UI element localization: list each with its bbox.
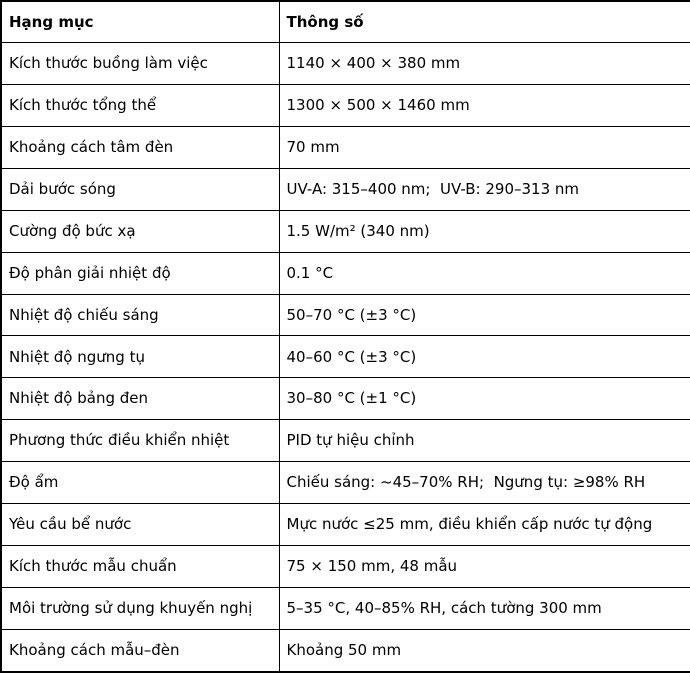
row-label: Kích thước tổng thể: [1, 84, 279, 126]
row-value: 1.5 W/m² (340 nm): [279, 210, 690, 252]
table-row: [1, 336, 690, 378]
table-row: [1, 587, 690, 629]
column-header-category: Hạng mục: [1, 1, 279, 43]
row-value: 30–80 °C (±1 °C): [279, 378, 690, 420]
row-label: Yêu cầu bể nước: [1, 504, 279, 546]
row-label: Nhiệt độ bảng đen: [1, 378, 279, 420]
table-header-row: [1, 1, 690, 43]
table-row: [1, 126, 690, 168]
row-label: Phương thức điều khiển nhiệt: [1, 420, 279, 462]
row-value: 75 × 150 mm, 48 mẫu: [279, 546, 690, 588]
row-value: 1140 × 400 × 380 mm: [279, 43, 690, 85]
row-label: Độ ẩm: [1, 462, 279, 504]
table-row: [1, 504, 690, 546]
row-label: Khoảng cách tâm đèn: [1, 126, 279, 168]
row-label: Độ phân giải nhiệt độ: [1, 252, 279, 294]
row-label: Nhiệt độ ngưng tụ: [1, 336, 279, 378]
table-row: [1, 420, 690, 462]
row-value: 40–60 °C (±3 °C): [279, 336, 690, 378]
row-value: Khoảng 50 mm: [279, 629, 690, 672]
table-row: [1, 168, 690, 210]
row-value: 5–35 °C, 40–85% RH, cách tường 300 mm: [279, 587, 690, 629]
table-row: [1, 294, 690, 336]
table-row: [1, 378, 690, 420]
table-row: [1, 210, 690, 252]
row-label: Khoảng cách mẫu–đèn: [1, 629, 279, 672]
row-label: Kích thước mẫu chuẩn: [1, 546, 279, 588]
table-row: [1, 546, 690, 588]
row-value: 70 mm: [279, 126, 690, 168]
row-value: 50–70 °C (±3 °C): [279, 294, 690, 336]
table-row: [1, 43, 690, 85]
row-label: Dải bước sóng: [1, 168, 279, 210]
table-row: [1, 629, 690, 672]
table-row: [1, 84, 690, 126]
row-value: 0.1 °C: [279, 252, 690, 294]
row-label: Cường độ bức xạ: [1, 210, 279, 252]
column-header-specification: Thông số: [279, 1, 690, 43]
row-value: Mực nước ≤25 mm, điều khiển cấp nước tự động: [279, 504, 690, 546]
row-label: Nhiệt độ chiếu sáng: [1, 294, 279, 336]
row-value: 1300 × 500 × 1460 mm: [279, 84, 690, 126]
table-row: [1, 252, 690, 294]
row-label: Kích thước buồng làm việc: [1, 43, 279, 85]
table-row: [1, 462, 690, 504]
row-value: PID tự hiệu chỉnh: [279, 420, 690, 462]
row-label: Môi trường sử dụng khuyến nghị: [1, 587, 279, 629]
row-value: UV-A: 315–400 nm; UV-B: 290–313 nm: [279, 168, 690, 210]
row-value: Chiếu sáng: ~45–70% RH; Ngưng tụ: ≥98% RH: [279, 462, 690, 504]
